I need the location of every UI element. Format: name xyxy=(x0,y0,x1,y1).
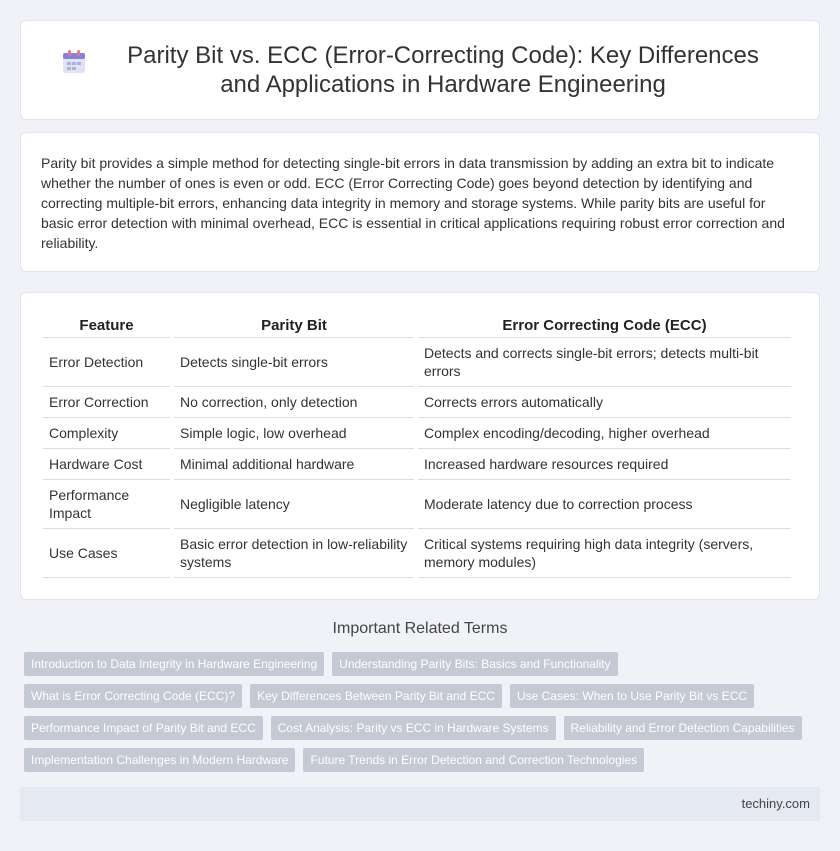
table-cell: Critical systems requiring high data integrity (servers, memory modules) xyxy=(418,529,791,578)
summary-card xyxy=(20,132,820,272)
page-title: Parity Bit vs. ECC (Error-Correcting Code): Key Differences and Applications in Hardware Engineering xyxy=(127,42,759,98)
footer-site-link[interactable]: techiny.com xyxy=(741,796,810,811)
column-header-ecc: Error Correcting Code (ECC) xyxy=(418,313,791,338)
related-terms-list xyxy=(24,652,824,780)
related-term-tag[interactable]: Use Cases: When to Use Parity Bit vs ECC xyxy=(510,684,754,708)
summary-text: Parity bit provides a simple method for detecting single-bit errors in data transmission by adding an extra bit to indicate whether the number of ones is even or odd. ECC (Error Correcting Code) goes beyond detection by identifying and correcting multiple-bit errors, enhancing data integrity in memory and storage systems. While parity bits are useful for basic error detection with minimal overhead, ECC is essential in critical applications requiring robust error correction and reliability. xyxy=(41,155,785,251)
table-cell: Corrects errors automatically xyxy=(418,387,791,418)
table-row xyxy=(43,480,791,529)
table-cell: No correction, only detection xyxy=(174,387,414,418)
tag-row xyxy=(24,748,824,772)
comparison-table-card xyxy=(20,292,820,600)
table-row xyxy=(43,449,791,480)
table-row xyxy=(43,529,791,578)
calendar-icon xyxy=(61,49,87,75)
table-cell: Basic error detection in low-reliability systems xyxy=(174,529,414,578)
related-term-tag[interactable]: Performance Impact of Parity Bit and ECC xyxy=(24,716,263,740)
title-card xyxy=(20,20,820,120)
related-term-tag[interactable]: Implementation Challenges in Modern Hardware xyxy=(24,748,295,772)
title-wrap xyxy=(21,41,819,99)
comparison-table xyxy=(39,313,795,578)
related-term-tag[interactable]: Key Differences Between Parity Bit and ECC xyxy=(250,684,502,708)
table-cell: Complexity xyxy=(43,418,170,449)
table-cell: Use Cases xyxy=(43,529,170,578)
table-cell: Detects single-bit errors xyxy=(174,338,414,387)
tag-row xyxy=(24,684,824,708)
table-cell: Error Detection xyxy=(43,338,170,387)
related-term-tag[interactable]: Cost Analysis: Parity vs ECC in Hardware Systems xyxy=(271,716,556,740)
column-header-feature: Feature xyxy=(43,313,170,338)
table-cell: Negligible latency xyxy=(174,480,414,529)
table-header-row xyxy=(43,313,791,338)
table-cell: Performance Impact xyxy=(43,480,170,529)
related-term-tag[interactable]: Understanding Parity Bits: Basics and Functionality xyxy=(332,652,617,676)
related-term-tag[interactable]: Future Trends in Error Detection and Correction Technologies xyxy=(303,748,644,772)
table-row xyxy=(43,338,791,387)
footer xyxy=(20,787,820,821)
table-cell: Detects and corrects single-bit errors; detects multi-bit errors xyxy=(418,338,791,387)
related-term-tag[interactable]: Introduction to Data Integrity in Hardware Engineering xyxy=(24,652,324,676)
related-terms-title: Important Related Terms xyxy=(332,620,508,637)
table-cell: Hardware Cost xyxy=(43,449,170,480)
related-term-tag[interactable]: What is Error Correcting Code (ECC)? xyxy=(24,684,242,708)
table-cell: Simple logic, low overhead xyxy=(174,418,414,449)
table-row xyxy=(43,387,791,418)
tag-row xyxy=(24,716,824,740)
table-cell: Increased hardware resources required xyxy=(418,449,791,480)
table-cell: Error Correction xyxy=(43,387,170,418)
column-header-parity-bit: Parity Bit xyxy=(174,313,414,338)
table-cell: Minimal additional hardware xyxy=(174,449,414,480)
tag-row xyxy=(24,652,824,676)
table-row xyxy=(43,418,791,449)
table-cell: Complex encoding/decoding, higher overhead xyxy=(418,418,791,449)
related-term-tag[interactable]: Reliability and Error Detection Capabilities xyxy=(564,716,802,740)
table-cell: Moderate latency due to correction process xyxy=(418,480,791,529)
